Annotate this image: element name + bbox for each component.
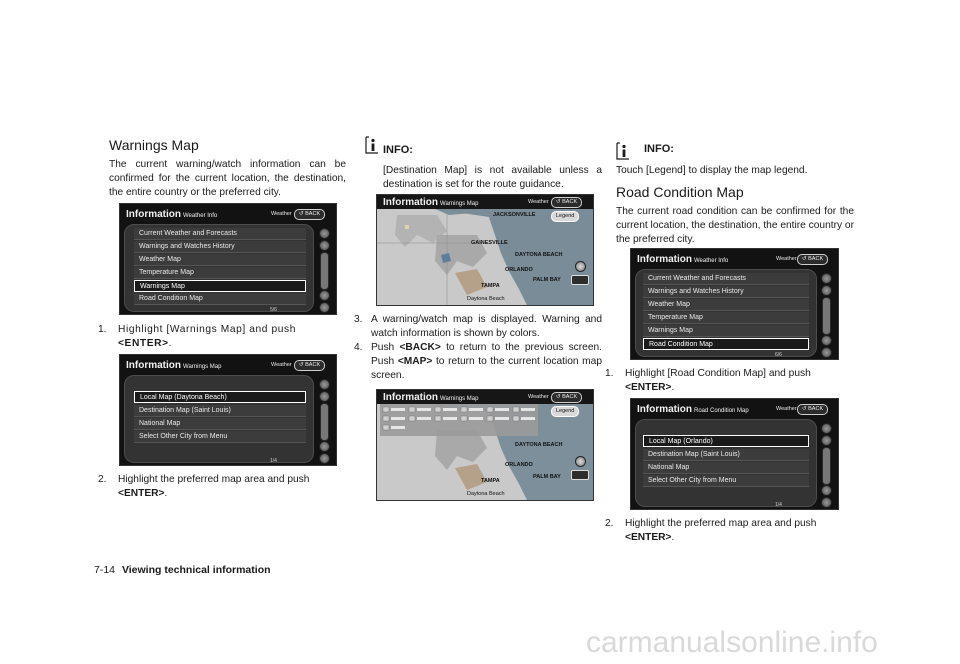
screenshot-road-condition-submenu xyxy=(630,398,839,510)
scroll-down-icon xyxy=(319,290,330,301)
scroll-down-icon xyxy=(821,485,832,496)
city-label: TAMPA xyxy=(481,478,500,484)
screenshot-warnings-map xyxy=(376,194,594,306)
screenshot-warnings-map-legend xyxy=(376,389,594,501)
legend-button: Legend xyxy=(551,211,579,222)
page-footer xyxy=(94,564,271,576)
info-text: [Destination Map] is not available unless a destination is set for the route guidance. xyxy=(383,165,602,190)
info-label: INFO: xyxy=(383,144,413,156)
menu-item: Road Condition Map xyxy=(134,293,306,305)
screen-title: Information Weather Info xyxy=(637,254,729,265)
legend-button: Legend xyxy=(551,406,579,417)
section-heading-road-condition-map: Road Condition Map xyxy=(616,184,744,200)
footer-label: Viewing technical information xyxy=(121,564,271,576)
page-indicator: 1/4 xyxy=(270,458,277,464)
step-1 xyxy=(98,323,346,353)
scroll-slider xyxy=(822,297,831,335)
scroll-slider xyxy=(320,403,329,441)
weather-label: Weather xyxy=(528,394,549,400)
scroll-knob xyxy=(319,228,330,239)
scale-icon xyxy=(571,275,589,285)
step-text: to return to the previous screen. Push xyxy=(371,342,602,367)
scroll-knob xyxy=(821,347,832,358)
weather-label: Weather xyxy=(271,362,292,368)
weather-label: Weather xyxy=(528,199,549,205)
city-label: ORLANDO xyxy=(505,462,533,468)
step-number: 3. xyxy=(354,314,363,325)
scroll-up-icon xyxy=(319,391,330,402)
menu-item: Warnings and Watches History xyxy=(643,286,809,298)
scroll-up-icon xyxy=(821,285,832,296)
weather-label: Weather xyxy=(776,256,797,262)
menu-item-selected: Warnings Map xyxy=(134,280,306,292)
screenshot-warnings-submenu xyxy=(119,354,337,466)
key-enter: <ENTER> xyxy=(625,532,672,543)
step-3 xyxy=(354,313,602,343)
step-end: . xyxy=(671,382,675,393)
step-number: 1. xyxy=(98,324,107,335)
screen-title: Information Road Condition Map xyxy=(637,404,749,415)
city-label: TAMPA xyxy=(481,283,500,289)
step-text: A warning/watch map is displayed. Warning and watch information is shown by colors. xyxy=(371,314,602,339)
screen-title: Information Warnings Map xyxy=(383,197,479,208)
step-text: Highlight the preferred map area and push xyxy=(625,518,817,529)
menu-item: Temperature Map xyxy=(134,267,306,279)
step-text: Highlight [Warnings Map] and push xyxy=(118,324,296,335)
menu-item: Current Weather and Forecasts xyxy=(643,273,809,285)
step-1-road xyxy=(605,367,854,397)
screenshot-weather-info-menu-road xyxy=(630,248,839,360)
step-end: . xyxy=(164,488,168,499)
city-label: PALM BAY xyxy=(533,277,561,283)
menu-item: Destination Map (Saint Louis) xyxy=(643,449,809,461)
screen-title: Information Warnings Map xyxy=(383,392,479,403)
menu-item-selected: Road Condition Map xyxy=(643,338,809,350)
step-2 xyxy=(98,473,346,503)
screen-title: Information Weather Info xyxy=(126,209,218,220)
scroll-slider xyxy=(822,447,831,485)
screen-title: Information Warnings Map xyxy=(126,360,222,371)
step-text: Highlight the preferred map area and push xyxy=(118,474,310,485)
menu-item: Select Other City from Menu xyxy=(134,431,306,443)
menu-item: Weather Map xyxy=(643,299,809,311)
step-text: Highlight [Road Condition Map] and push xyxy=(625,368,811,379)
bottom-city-label: Daytona Beach xyxy=(467,296,505,302)
city-label: PALM BAY xyxy=(533,474,561,480)
scale-icon xyxy=(571,470,589,480)
scroll-knob xyxy=(821,423,832,434)
city-label: JACKSONVILLE xyxy=(493,212,536,218)
page-indicator: 1/4 xyxy=(775,502,782,508)
scroll-knob xyxy=(821,497,832,508)
menu-item-selected: Local Map (Orlando) xyxy=(643,435,809,447)
weather-label: Weather xyxy=(271,211,292,217)
back-button: ↺ BACK xyxy=(551,197,582,208)
key-back: <BACK> xyxy=(399,342,441,353)
scroll-up-icon xyxy=(821,435,832,446)
scroll-knob xyxy=(821,273,832,284)
paragraph-intro: The current road condition can be confirmed for the current location, the destination, the entire country or the preferred city. xyxy=(616,206,854,245)
step-number: 4. xyxy=(354,342,363,353)
scroll-down-icon xyxy=(821,335,832,346)
menu-item: Temperature Map xyxy=(643,312,809,324)
weather-label: Weather xyxy=(776,406,797,412)
back-button: ↺ BACK xyxy=(294,360,325,371)
step-number: 2. xyxy=(605,518,614,529)
scroll-up-icon xyxy=(319,240,330,251)
info-text: Touch [Legend] to display the map legend. xyxy=(616,165,808,176)
city-label: DAYTONA BEACH xyxy=(515,252,563,258)
bottom-city-label: Daytona Beach xyxy=(467,491,505,497)
page-number: 7-14 xyxy=(94,564,116,576)
back-button: ↺ BACK xyxy=(797,404,828,415)
info-icon xyxy=(365,136,379,154)
watermark: carmanualsonline.info xyxy=(586,626,878,659)
screenshot-weather-info-menu xyxy=(119,203,337,315)
back-button: ↺ BACK xyxy=(797,254,828,265)
key-enter: <ENTER> xyxy=(118,338,169,349)
step-number: 1. xyxy=(605,368,614,379)
info-label: INFO: xyxy=(644,143,674,155)
scroll-knob xyxy=(319,453,330,464)
step-end: . xyxy=(168,338,173,349)
step-2-road xyxy=(605,517,854,547)
back-button: ↺ BACK xyxy=(551,392,582,403)
zoom-out-icon xyxy=(575,261,586,272)
step-text: Push xyxy=(371,342,400,353)
menu-item: Weather Map xyxy=(134,254,306,266)
menu-item: Warnings and Watches History xyxy=(134,241,306,253)
step-number: 2. xyxy=(98,474,107,485)
scroll-slider xyxy=(320,252,329,290)
menu-item: Warnings Map xyxy=(643,325,809,337)
menu-item: Select Other City from Menu xyxy=(643,475,809,487)
scroll-down-icon xyxy=(319,441,330,452)
menu-item: Destination Map (Saint Louis) xyxy=(134,405,306,417)
paragraph-intro: The current warning/watch information can be confirmed for the current location, the destination, the entire country or the preferred city. xyxy=(109,159,346,198)
page-indicator: 6/6 xyxy=(775,352,782,358)
menu-item: National Map xyxy=(643,462,809,474)
step-text: to return to the current location map screen. xyxy=(371,356,602,381)
menu-item-selected: Local Map (Daytona Beach) xyxy=(134,391,306,403)
menu-item: National Map xyxy=(134,418,306,430)
back-button: ↺ BACK xyxy=(294,209,325,220)
city-label: DAYTONA BEACH xyxy=(515,442,563,448)
key-enter: <ENTER> xyxy=(118,488,165,499)
section-heading-warnings-map: Warnings Map xyxy=(109,137,199,153)
page-indicator: 5/6 xyxy=(270,307,277,313)
key-enter: <ENTER> xyxy=(625,382,672,393)
city-label: ORLANDO xyxy=(505,267,533,273)
city-label: GAINESVILLE xyxy=(471,240,508,246)
key-map: <MAP> xyxy=(397,356,433,367)
zoom-out-icon xyxy=(575,456,586,467)
step-end: . xyxy=(671,532,675,543)
scroll-knob xyxy=(319,379,330,390)
menu-item: Current Weather and Forecasts xyxy=(134,228,306,240)
info-icon xyxy=(616,142,630,160)
step-4 xyxy=(354,341,602,385)
scroll-knob xyxy=(319,302,330,313)
